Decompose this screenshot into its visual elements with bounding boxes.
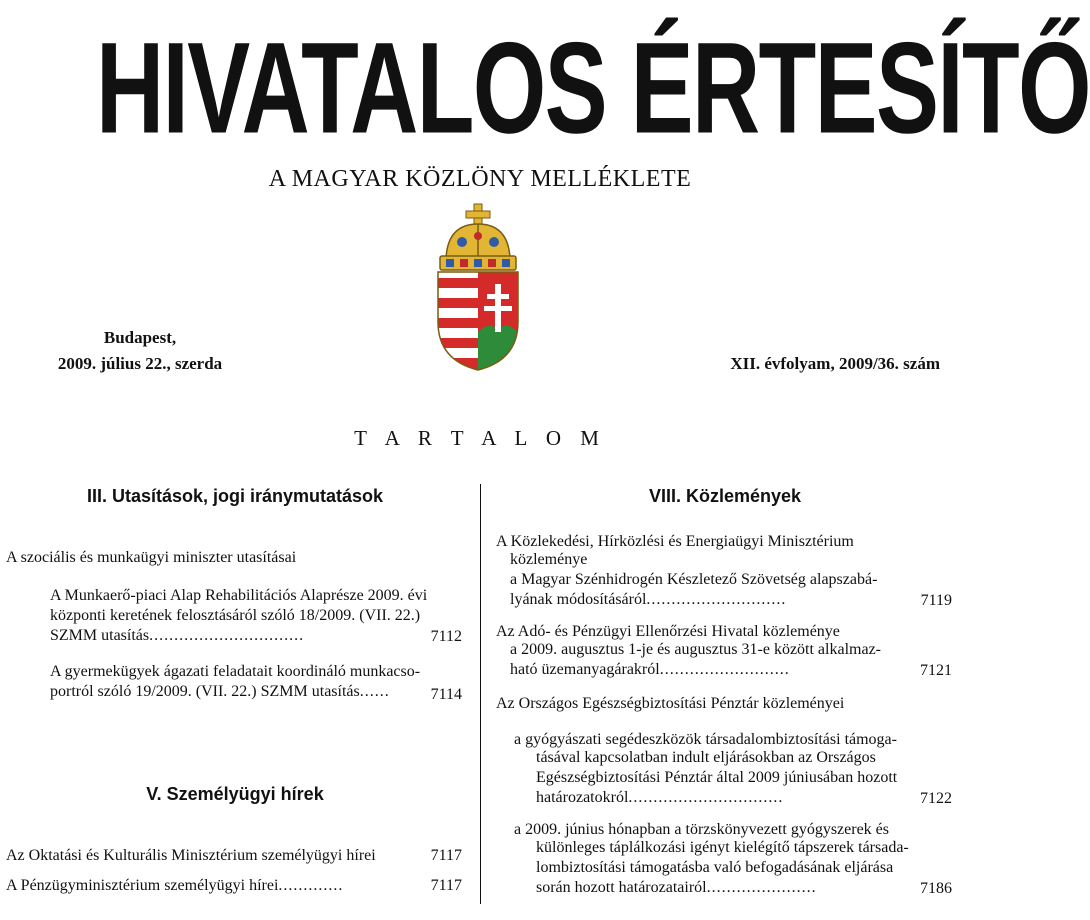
dot-leader: ...... (359, 683, 390, 700)
entry-line: központi keretének felosztásáról szóló 18/2009. (VII. 22.) (50, 607, 421, 624)
coat-of-arms-icon (432, 202, 524, 372)
entry-line: A Pénzügyminisztérium személyügyi hírei (6, 877, 279, 894)
entry-line: a gyógyászati segédeszközök társadalombiztosítási támoga- (514, 731, 897, 748)
entry-line: során hozott határozatairól (536, 879, 707, 896)
entry-line: ható üzemanyagárakról (510, 661, 660, 678)
entry-line: A Közlekedési, Hírközlési és Energiaügyi Minisztérium (496, 533, 854, 550)
toc-entry-khem[interactable] (490, 532, 955, 612)
page-number: 7112 (430, 628, 462, 645)
page-number: 7117 (430, 847, 462, 864)
entry-line: közleménye (510, 551, 588, 568)
entry-line: határozatokról (536, 789, 629, 806)
entry-last-line (536, 878, 817, 898)
issue-volume: XII. évfolyam, 2009/36. szám (730, 354, 940, 373)
dot-leader: ............................ (646, 591, 787, 608)
entry-line: tásával kapcsolatban indult eljárásokban az Országos (536, 749, 876, 766)
entry-line: Az Oktatási és Kulturális Minisztérium személyügyi hírei (6, 847, 376, 864)
entry-last-line (50, 682, 390, 702)
entry-line: a Magyar Szénhidrogén Készletező Szövetség alapszabá- (510, 571, 878, 588)
toc-entry-oep-gyogyszer[interactable] (490, 820, 955, 900)
entry-line: A Munkaerő-piaci Alap Rehabilitációs Alaprésze 2009. évi (50, 587, 428, 604)
section-5-title: V. Személyügyi hírek (146, 784, 324, 804)
entry-line: Egészségbiztosítási Pénztár által 2009 júniusában hozott (536, 769, 898, 786)
toc-entry-apeh[interactable] (490, 622, 955, 682)
page-number: 7117 (430, 877, 462, 894)
entry-line: különleges táplálkozási igényt kielégítő tápszerek társada- (536, 839, 909, 856)
page-number: 7122 (920, 790, 952, 807)
publication-title: HIVATALOS ÉRTESÍTŐ (96, 15, 1090, 162)
toc-entry-19-2009[interactable] (0, 662, 470, 706)
dot-leader: ............................... (628, 789, 784, 806)
entry-last-line (510, 590, 786, 610)
toc-entry-18-2009[interactable] (0, 586, 470, 646)
entry-line: Az Adó- és Pénzügyi Ellenőrzési Hivatal közleménye (496, 623, 840, 640)
dot-leader: .......................... (659, 661, 790, 678)
issue-place: Budapest, (103, 328, 177, 347)
page-number: 7119 (920, 592, 952, 609)
toc-entry-pm-personnel[interactable] (0, 876, 470, 898)
toc-entry-okm-personnel[interactable] (0, 846, 470, 868)
column-divider (480, 484, 481, 904)
entry-line: portról szóló 19/2009. (VII. 22.) SZMM utasítás (50, 683, 360, 700)
entry-line: a 2009. augusztus 1-je és augusztus 31-e között alkalmaz- (510, 641, 881, 658)
page-number: 7186 (920, 880, 952, 897)
section-8-title: VIII. Közlemények (648, 486, 802, 506)
page-number: 7114 (430, 686, 462, 703)
entry-last-line (50, 626, 304, 646)
entry-line: lombiztosítási támogatásba való befogadásának eljárása (536, 859, 894, 876)
entry-line: a 2009. június hónapban a törzskönyvezett gyógyszerek és (514, 821, 890, 838)
dot-leader: ............. (278, 877, 344, 894)
section-3-title: III. Utasítások, jogi iránymutatások (86, 486, 384, 506)
group-title-szmm: A szociális és munkaügyi miniszter utasításai (6, 549, 297, 566)
entry-last-line (510, 660, 790, 680)
toc-entry-oep-segedeszkoz[interactable] (490, 730, 955, 810)
publication-subtitle: A MAGYAR KÖZLÖNY MELLÉKLETE (268, 166, 692, 192)
entry-last-line (6, 876, 343, 896)
entry-line: A gyermekügyek ágazati feladatait koordináló munkacso- (50, 663, 421, 680)
entry-line: SZMM utasítás (50, 627, 150, 644)
entry-last-line (536, 788, 783, 808)
entry-line: lyának módosításáról (510, 591, 647, 608)
group-title-oep: Az Országos Egészségbiztosítási Pénztár közleményei (496, 695, 845, 712)
dot-leader: ............................... (149, 627, 305, 644)
dot-leader: ...................... (706, 879, 817, 896)
page-number: 7121 (920, 662, 952, 679)
issue-date: 2009. július 22., szerda (57, 354, 223, 373)
toc-heading: T A R T A L O M (354, 426, 606, 450)
